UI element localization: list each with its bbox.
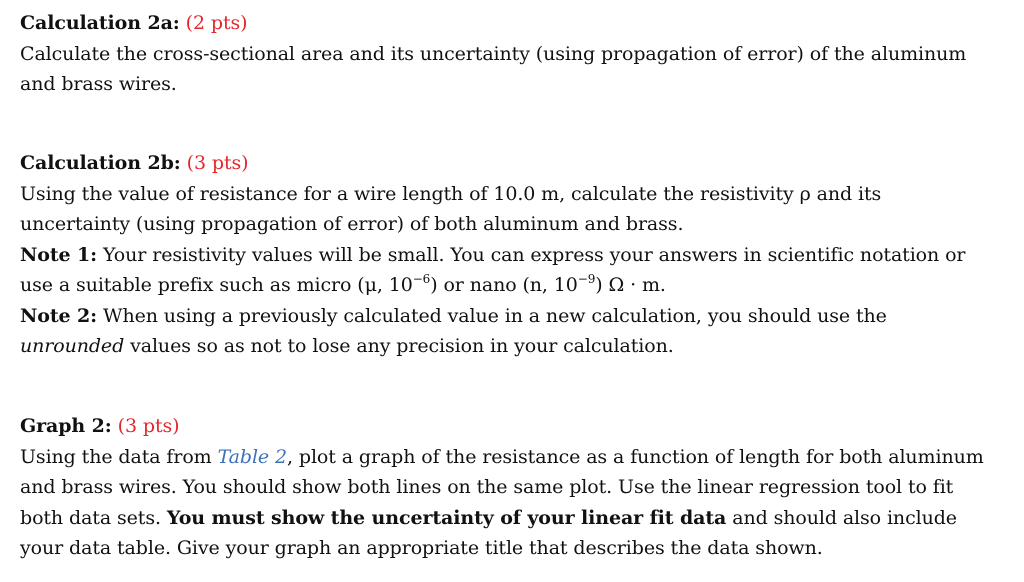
calculation-2b-heading-line (20, 148, 1010, 179)
graph-2-text-line-1 (20, 442, 1010, 473)
note-1-text-b: ) or nano (n, 10 (430, 274, 578, 296)
graph-2-bold-requirement: You must show the uncertainty of your linear fit data (166, 506, 727, 529)
graph-2-text-b: , plot a graph of the resistance as a function of length for both aluminum (287, 445, 984, 468)
note-1-text: Your resistivity values will be small. You can express your answers in scientific notation or (103, 243, 966, 266)
graph-2-text-line-3 (20, 503, 1010, 534)
note-2-emphasis: unrounded (20, 335, 125, 357)
graph-2-heading: Graph 2: (20, 415, 112, 437)
graph-2-section (20, 411, 1010, 564)
note-2-text: When using a previously calculated value in a new calculation, you should use the (103, 304, 887, 327)
table-2-reference[interactable]: Table 2 (217, 445, 287, 468)
graph-2-text-c: both data sets. (20, 506, 161, 529)
nano-exponent: −9 (577, 272, 596, 286)
note-1-text-a: use a suitable prefix such as micro (μ, 10 (20, 274, 413, 296)
calculation-2b-points: (3 pts) (186, 152, 249, 174)
note-1-text-c: ) Ω · m. (595, 274, 666, 296)
note-1-line-1 (20, 240, 1010, 271)
graph-2-text-line-4: your data table. Give your graph an appropriate title that describes the data shown. (20, 537, 823, 559)
calculation-2b-text-line-2: uncertainty (using propagation of error) of both aluminum and brass. (20, 213, 684, 235)
micro-exponent: −6 (412, 272, 431, 286)
note-2-line-2 (20, 331, 1010, 362)
calculation-2a-heading: Calculation 2a: (20, 12, 180, 34)
note-1-line-2 (20, 270, 1010, 301)
graph-2-text-a: Using the data from (20, 445, 212, 468)
note-2-line-1 (20, 301, 1010, 332)
calculation-2a-heading-line (20, 8, 1010, 39)
graph-2-text-d: and should also include (732, 506, 957, 529)
calculation-2b-section (20, 148, 1010, 362)
calculation-2b-text-line-1: Using the value of resistance for a wire length of 10.0 m, calculate the resistivity ρ and its (20, 182, 882, 205)
note-1-label: Note 1: (20, 243, 98, 266)
note-2-label: Note 2: (20, 304, 98, 327)
calculation-2a-section (20, 8, 1010, 100)
graph-2-text-line-2: and brass wires. You should show both lines on the same plot. Use the linear regression tool to fit (20, 476, 954, 498)
graph-2-heading-line (20, 411, 1010, 442)
calculation-2a-text-line-2: and brass wires. (20, 73, 177, 95)
calculation-2a-points: (2 pts) (185, 12, 248, 34)
calculation-2a-text-line-1: Calculate the cross-sectional area and its uncertainty (using propagation of error) of the aluminum (20, 42, 967, 65)
note-2-text-rest: values so as not to lose any precision in your calculation. (130, 335, 674, 357)
calculation-2b-heading: Calculation 2b: (20, 152, 181, 174)
graph-2-points: (3 pts) (117, 415, 180, 437)
